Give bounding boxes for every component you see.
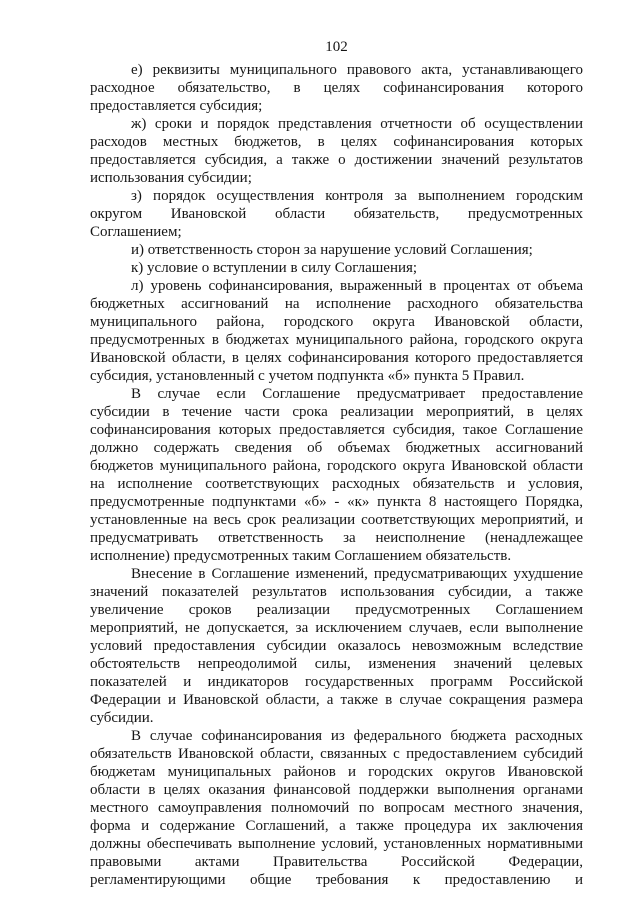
text-line: предусматривать ответственность за неисполнение (ненадлежащее bbox=[90, 530, 583, 546]
text-line: должно содержать сведения об объемах бюджетных ассигнований bbox=[90, 440, 583, 456]
text-line: и) ответственность сторон за нарушение условий Соглашения; bbox=[131, 242, 533, 258]
text-line: расходов местных бюджетов, в целях софинансирования которых bbox=[90, 134, 583, 150]
text-line: ж) сроки и порядок представления отчетности об осуществлении bbox=[131, 116, 583, 132]
text-line: обязательств Ивановской области, связанных с предоставлением субсидий bbox=[90, 746, 583, 762]
text-line: предусмотренные подпунктами «б» - «к» пункта 8 настоящего Порядка, bbox=[90, 494, 583, 510]
text-line: округом Ивановской области обязательств, предусмотренных bbox=[90, 206, 583, 222]
paragraph-item-i bbox=[90, 241, 583, 259]
text-line: должны обеспечивать выполнение условий, установленных нормативными bbox=[90, 836, 583, 852]
text-line: исполнение) предусмотренных таким Соглашением обязательств. bbox=[90, 548, 512, 564]
text-line: софинансирования которых предоставляется субсидия, такое Соглашение bbox=[90, 422, 583, 438]
text-line: бюджетам муниципальных районов и городских округов Ивановской bbox=[90, 764, 583, 780]
text-line: расходное обязательство, в целях софинансирования которого bbox=[90, 80, 583, 96]
paragraph-item-k bbox=[90, 259, 583, 277]
text-line: условий предоставления субсидии оказалось невозможным вследствие bbox=[90, 638, 583, 654]
text-line: форма и содержание Соглашений, а также процедура их заключения bbox=[90, 818, 583, 834]
text-line: предоставляется субсидия, а также о достижении значений результатов bbox=[90, 152, 583, 168]
text-line: к) условие о вступлении в силу Соглашения; bbox=[131, 260, 418, 276]
text-line: з) порядок осуществления контроля за выполнением городским bbox=[131, 188, 583, 204]
text-line: Соглашением; bbox=[90, 224, 182, 240]
paragraph-item-l bbox=[90, 277, 583, 385]
text-line: использования субсидии; bbox=[90, 170, 252, 186]
text-line: Ивановской области, в целях софинансирования которого предоставляется bbox=[90, 350, 583, 366]
text-line: значений показателей результатов использования субсидии, а также bbox=[90, 584, 583, 600]
body-text bbox=[90, 61, 583, 889]
text-line: В случае софинансирования из федерального бюджета расходных bbox=[131, 728, 583, 744]
paragraph-amendments bbox=[90, 565, 583, 727]
text-line: обстоятельств непреодолимой силы, изменения значений целевых bbox=[90, 656, 583, 672]
text-line: бюджетных ассигнований на исполнение расходного обязательства bbox=[90, 296, 583, 312]
text-line: правовыми актами Правительства Российской Федерации, bbox=[90, 854, 583, 870]
paragraph-federal-cofinancing bbox=[90, 727, 583, 889]
text-line: л) уровень софинансирования, выраженный в процентах от объема bbox=[131, 278, 583, 294]
text-line: показателей и индикаторов государственных программ Российской bbox=[90, 674, 583, 690]
text-line: предусмотренных в бюджетах муниципального района, городского округа bbox=[90, 332, 583, 348]
text-line: предоставляется субсидия; bbox=[90, 98, 263, 114]
text-line: субсидии. bbox=[90, 710, 154, 726]
text-line: муниципального района, городского округа Ивановской области, bbox=[90, 314, 583, 330]
text-line: мероприятий, не допускается, за исключением случаев, если выполнение bbox=[90, 620, 583, 636]
text-line: е) реквизиты муниципального правового акта, устанавливающего bbox=[131, 62, 583, 78]
paragraph-item-e bbox=[90, 61, 583, 115]
text-line: местного самоуправления полномочий по вопросам местного значения, bbox=[90, 800, 583, 816]
text-line: регламентирующими общие требования к предоставлению и bbox=[90, 872, 583, 888]
page-number: 102 bbox=[325, 39, 348, 55]
text-line: Внесение в Соглашение изменений, предусматривающих ухудшение bbox=[131, 566, 583, 582]
text-line: области в целях оказания финансовой поддержки выполнения органами bbox=[90, 782, 583, 798]
text-line: субсидия, установленный с учетом подпункта «б» пункта 5 Правил. bbox=[90, 368, 525, 384]
text-line: Федерации и Ивановской области, а также в случае сокращения размера bbox=[90, 692, 583, 708]
paragraph-partial-term bbox=[90, 385, 583, 565]
text-line: увеличение сроков реализации предусмотренных Соглашением bbox=[90, 602, 583, 618]
text-line: субсидии в течение части срока реализации мероприятий, в целях bbox=[90, 404, 583, 420]
paragraph-item-z bbox=[90, 187, 583, 241]
text-line: В случае если Соглашение предусматривает предоставление bbox=[131, 386, 583, 402]
text-line: на исполнение соответствующих расходных обязательств и условия, bbox=[90, 476, 583, 492]
text-line: установленные на весь срок реализации соответствующих мероприятий, и bbox=[90, 512, 583, 528]
text-line: бюджетов муниципального района, городского округа Ивановской области bbox=[90, 458, 583, 474]
paragraph-item-zh bbox=[90, 115, 583, 187]
